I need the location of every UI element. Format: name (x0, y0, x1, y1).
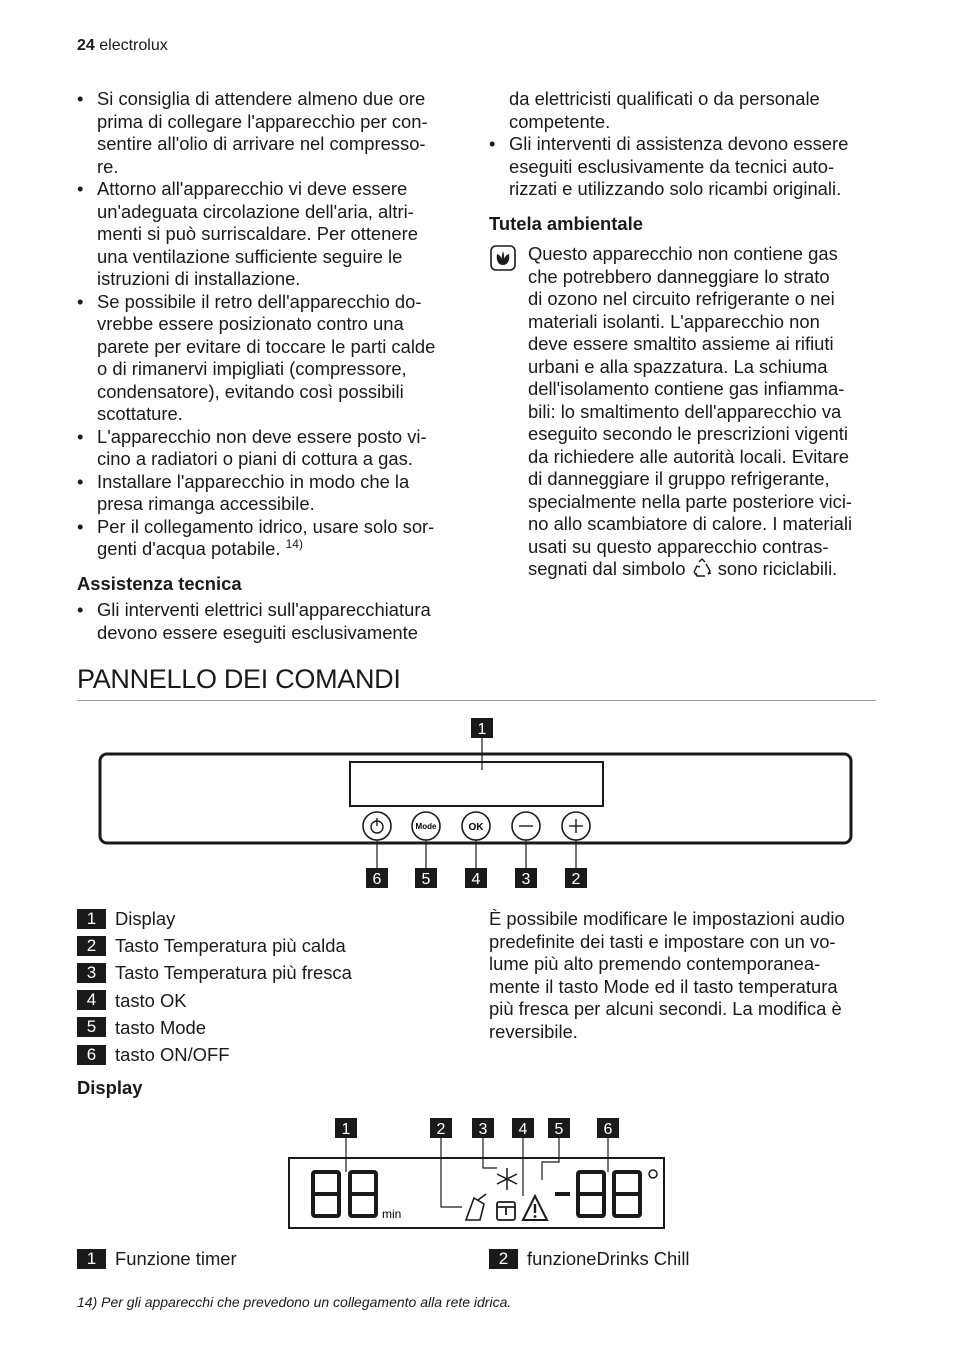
service-line1: Gli interventi di assistenza devono essere (509, 133, 849, 154)
safety-bullet: • Si consiglia di attendere almeno due ore prima di collegare l'apparecchio per con- sentire all'olio di arrivare nel compresso- re. (77, 88, 467, 178)
assistenza-line2: devono essere eseguiti esclusivamente (97, 621, 419, 643)
onoff-button (363, 812, 391, 840)
legend-label: tasto OK (115, 989, 187, 1011)
legend-badge: 6 (77, 1045, 106, 1065)
env-last-after: sono riciclabili. (717, 558, 838, 579)
legend-item (77, 987, 352, 1014)
snowflake-icon (497, 1168, 517, 1190)
safety-bullet: • Installare l'apparecchio in modo che la presa rimanga accessibile. (77, 471, 467, 516)
min-label: min (382, 1207, 402, 1221)
assistenza-heading: Assistenza tecnica (77, 572, 242, 594)
panel-callout: 5 (421, 871, 431, 888)
env-line: bili: lo smaltimento dell'apparecchio va (528, 400, 842, 422)
audio-line: predefinite dei tasti e impostare con un vo- (489, 930, 836, 952)
ok-button (462, 812, 490, 840)
child-lock-icon (497, 1202, 515, 1220)
legend-badge: 2 (77, 936, 106, 956)
legend-badge: 1 (77, 909, 106, 929)
right-column (489, 88, 884, 584)
display-callout: 1 (341, 1121, 351, 1138)
legend-item (77, 932, 352, 959)
display-legend-2 (489, 1245, 690, 1272)
service-bullet (489, 133, 884, 201)
legend-label: Tasto Temperatura più fresca (115, 962, 352, 984)
display-callout: 2 (436, 1121, 446, 1138)
env-line: Questo apparecchio non contiene gas (528, 243, 838, 264)
assistenza-bullet (77, 599, 467, 644)
env-line: da richiedere alle autorità locali. Evitare (528, 445, 849, 467)
legend-badge: 3 (77, 963, 106, 983)
mode-button (412, 812, 440, 840)
legend-label: Tasto Temperatura più calda (115, 935, 346, 957)
brand-name: electrolux (99, 37, 168, 54)
legend-item (77, 1041, 352, 1068)
mode-label: Mode (415, 822, 437, 831)
footnote-ref: 14) (285, 536, 303, 551)
assistenza-line1: Gli interventi elettrici sull'apparecchiatura (97, 599, 431, 620)
degree-icon (649, 1170, 657, 1178)
safety-bullet-list (77, 88, 467, 516)
alarm-icon (523, 1196, 547, 1220)
audio-paragraph (489, 908, 884, 1043)
env-line: deve essere smaltito assieme ai rifiuti (528, 333, 834, 354)
control-panel-diagram (0, 710, 954, 905)
safety-bullet: • Se possibile il retro dell'apparecchio do- vrebbe essere posizionato contro una parete per evitare di toccare le parti calde o di rimanervi impigliati (compressore, condensatore), evitando così possibili scottature. (77, 291, 467, 426)
env-line: dell'isolamento contiene gas infiamma- (528, 378, 845, 399)
display-callout: 3 (478, 1121, 488, 1138)
panel-callout-1: 1 (477, 721, 487, 738)
legend-label: tasto ON/OFF (115, 1043, 230, 1065)
panel-callout: 2 (571, 871, 581, 888)
cont-line1: da elettricisti qualificati o da personale (509, 88, 820, 109)
panel-callout: 3 (521, 871, 531, 888)
env-line: usati su questo apparecchio contras- (528, 535, 829, 557)
display-callout: 5 (554, 1121, 564, 1138)
minus-button (512, 812, 540, 840)
water-bullet-line1: Per il collegamento idrico, usare solo sor- (97, 515, 435, 537)
display-legend-label-1: Funzione timer (115, 1248, 237, 1269)
page-header (77, 37, 168, 55)
panel-callout: 6 (372, 871, 382, 888)
legend-item (77, 959, 352, 986)
display-callout: 6 (603, 1121, 613, 1138)
audio-line: reversibile. (489, 1020, 578, 1042)
temperature-digits (555, 1172, 640, 1216)
recycle-icon (691, 558, 713, 584)
legend-item (77, 905, 352, 932)
env-last-before: segnati dal simbolo (528, 558, 686, 579)
env-text (528, 243, 884, 558)
section-divider (77, 700, 876, 701)
display-legend-label-2: funzioneDrinks Chill (527, 1248, 690, 1269)
safety-bullet: • Attorno all'apparecchio vi deve essere un'adeguata circolazione dell'aria, altri- menti si può surriscaldare. Per ottenere una ventilazione sufficiente seguire le istruzioni di installazione. (77, 178, 467, 291)
left-column (77, 88, 467, 644)
env-last-line (528, 558, 884, 584)
display-callout: 4 (518, 1121, 528, 1138)
section-title: PANNELLO DEI COMANDI (77, 664, 401, 694)
ok-label: OK (468, 822, 484, 833)
footnote: 14) Per gli apparecchi che prevedono un collegamento alla rete idrica. (77, 1294, 512, 1310)
legend-label: tasto Mode (115, 1016, 206, 1038)
panel-legend (77, 905, 352, 1068)
env-line: che potrebbero danneggiare lo strato (528, 265, 830, 287)
env-line: no allo scambiatore di calore. I materiali (528, 513, 853, 534)
env-line: urbani e alla spazzatura. La schiuma (528, 355, 828, 377)
display-legend-1 (77, 1245, 237, 1272)
water-bullet (77, 516, 467, 561)
legend-item (77, 1014, 352, 1041)
drinks-chill-icon (466, 1194, 486, 1220)
display-heading: Display (77, 1077, 143, 1098)
assistenza-continued (489, 88, 884, 133)
env-line: specialmente nella parte posteriore vici- (528, 490, 853, 512)
legend-badge: 5 (77, 1017, 106, 1037)
audio-line: mente il tasto Mode ed il tasto temperatura (489, 975, 838, 997)
display-legend-badge-1: 1 (77, 1249, 106, 1269)
water-bullet-line2: genti d'acqua potabile. (97, 538, 281, 559)
environment-leaf-icon (490, 245, 516, 277)
env-block (489, 243, 884, 584)
env-line: eseguito secondo le prescrizioni vigenti (528, 423, 848, 444)
env-line: di ozono nel circuito refrigerante o nei (528, 288, 835, 309)
cont-line2: competente. (509, 110, 611, 132)
env-line: materiali isolanti. L'apparecchio non (528, 310, 820, 332)
safety-bullet: • L'apparecchio non deve essere posto vi- cino a radiatori o piani di cottura a gas. (77, 426, 467, 471)
display-legend-badge-2: 2 (489, 1249, 518, 1269)
env-line: di danneggiare il gruppo refrigerante, (528, 468, 830, 489)
tutela-heading: Tutela ambientale (489, 212, 643, 234)
legend-label: Display (115, 908, 176, 929)
service-line3: rizzati e utilizzando solo ricambi originali. (509, 178, 842, 199)
plus-button (562, 812, 590, 840)
display-diagram (0, 1110, 954, 1245)
page-number: 24 (77, 37, 95, 54)
audio-line: più fresca per alcuni secondi. La modifica è (489, 998, 842, 1019)
audio-line: lume più alto premendo contemporanea- (489, 953, 821, 974)
timer-digits (313, 1172, 376, 1216)
service-line2: eseguiti esclusivamente da tecnici auto- (509, 155, 835, 177)
panel-callout: 4 (471, 871, 481, 888)
audio-line: È possibile modificare le impostazioni audio (489, 908, 845, 929)
legend-badge: 4 (77, 990, 106, 1010)
